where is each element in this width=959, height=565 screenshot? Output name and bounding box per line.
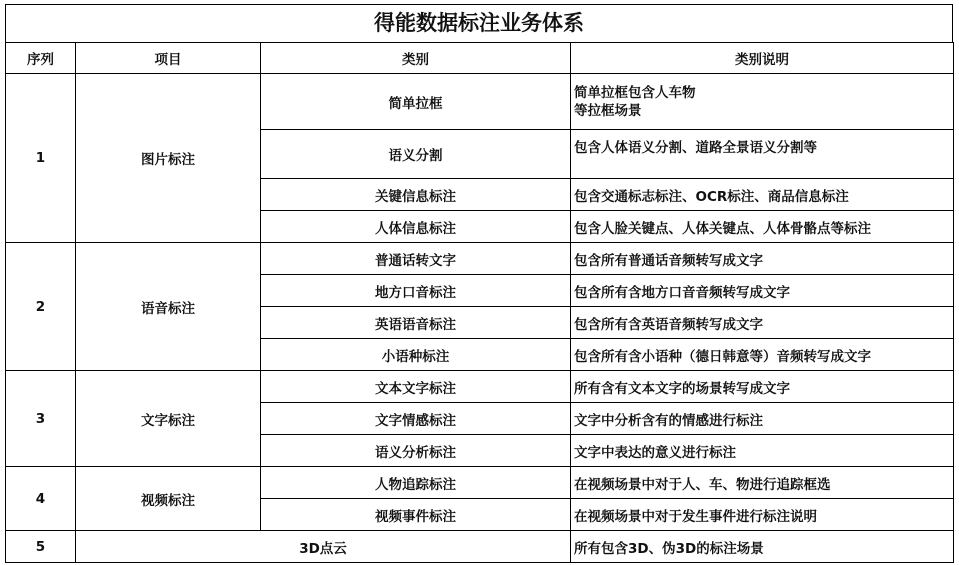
table-row	[6, 531, 954, 563]
category-cell: 简单拉框	[261, 74, 571, 130]
project-cell: 视频标注	[76, 467, 261, 531]
desc-cell: 包含交通标志标注、OCR标注、商品信息标注	[571, 179, 954, 211]
header-category: 类别	[261, 43, 571, 74]
desc-cell: 所有含有文本文字的场景转写成文字	[571, 371, 954, 403]
category-cell: 人体信息标注	[261, 211, 571, 243]
desc-cell: 在视频场景中对于发生事件进行标注说明	[571, 499, 954, 531]
seq-cell: 2	[6, 243, 76, 371]
desc-cell: 在视频场景中对于人、车、物进行追踪框选	[571, 467, 954, 499]
category-cell: 视频事件标注	[261, 499, 571, 531]
desc-cell: 包含所有含英语音频转写成文字	[571, 307, 954, 339]
desc-cell: 文字中分析含有的情感进行标注	[571, 403, 954, 435]
desc-cell: 文字中表达的意义进行标注	[571, 435, 954, 467]
header-row	[6, 43, 954, 74]
header-desc: 类别说明	[571, 43, 954, 74]
category-cell: 语义分割	[261, 130, 571, 179]
spreadsheet	[5, 4, 953, 563]
category-cell: 小语种标注	[261, 339, 571, 371]
category-cell: 地方口音标注	[261, 275, 571, 307]
header-seq: 序列	[6, 43, 76, 74]
desc-cell: 包含所有含地方口音音频转写成文字	[571, 275, 954, 307]
desc-cell: 包含所有普通话音频转写成文字	[571, 243, 954, 275]
table-row	[6, 74, 954, 130]
project-cell: 语音标注	[76, 243, 261, 371]
category-cell: 普通话转文字	[261, 243, 571, 275]
category-cell: 人物追踪标注	[261, 467, 571, 499]
table-row	[6, 467, 954, 499]
category-cell: 文字情感标注	[261, 403, 571, 435]
table-row	[6, 371, 954, 403]
header-project: 项目	[76, 43, 261, 74]
seq-cell: 5	[6, 531, 76, 563]
category-cell: 英语语音标注	[261, 307, 571, 339]
category-cell: 文本文字标注	[261, 371, 571, 403]
table-title: 得能数据标注业务体系	[5, 4, 953, 42]
category-cell: 语义分析标注	[261, 435, 571, 467]
desc-line: 简单拉框包含人车物	[574, 84, 696, 101]
project-cell: 3D点云	[76, 531, 571, 563]
project-cell: 图片标注	[76, 74, 261, 243]
project-cell: 文字标注	[76, 371, 261, 467]
seq-cell: 3	[6, 371, 76, 467]
desc-cell: 包含所有含小语种（德日韩意等）音频转写成文字	[571, 339, 954, 371]
desc-cell: 包含人脸关键点、人体关键点、人体骨骼点等标注	[571, 211, 954, 243]
desc-cell: 所有包含3D、伪3D的标注场景	[571, 531, 954, 563]
seq-cell: 4	[6, 467, 76, 531]
seq-cell: 1	[6, 74, 76, 243]
category-cell: 关键信息标注	[261, 179, 571, 211]
business-table	[5, 42, 954, 563]
desc-line: 等拉框场景	[574, 102, 642, 119]
desc-cell: 包含人体语义分割、道路全景语义分割等	[571, 130, 954, 179]
table-row	[6, 243, 954, 275]
desc-cell	[571, 74, 954, 130]
